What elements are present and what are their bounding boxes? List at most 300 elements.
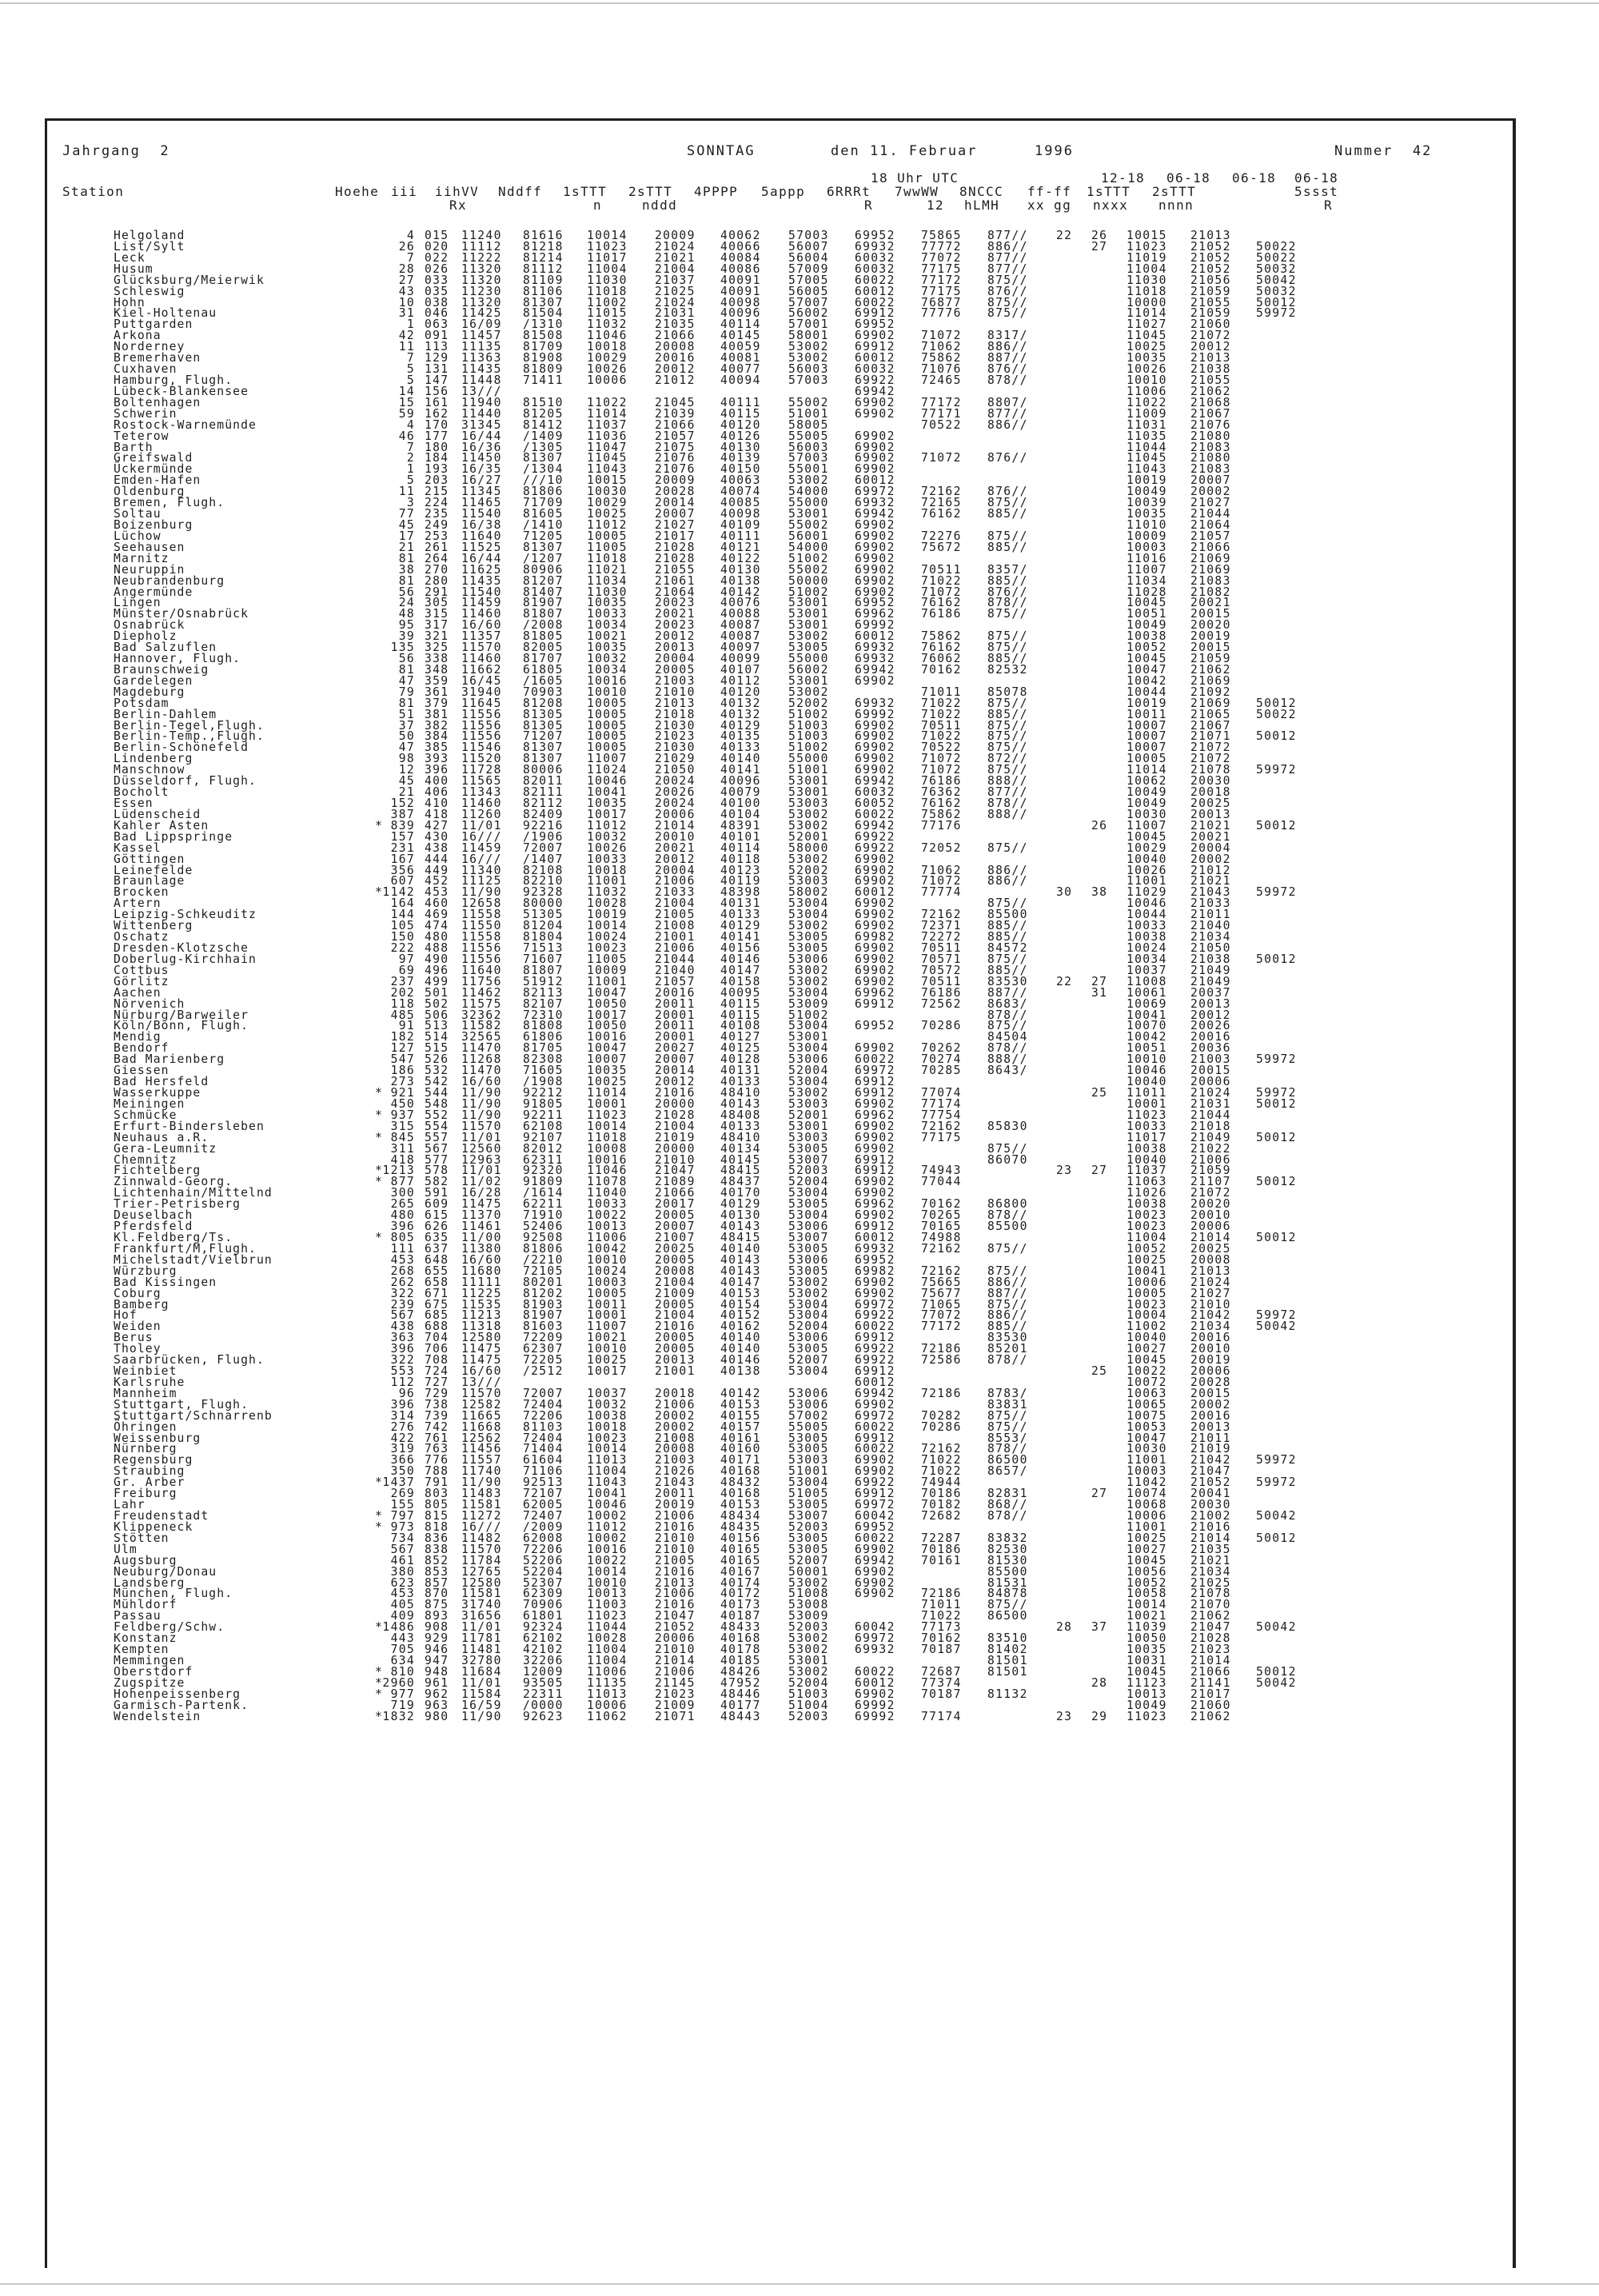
- 5appp: 53004: [788, 1364, 829, 1379]
- 4pppp: 40120: [720, 417, 761, 432]
- 5appp: 55000: [788, 496, 829, 510]
- hoehe: 46: [398, 429, 415, 443]
- iihvv: 11111: [461, 1275, 502, 1289]
- 2sttt: 21024: [655, 239, 696, 254]
- table-row: [47, 406, 1513, 421]
- 1sttt: 10030: [587, 485, 628, 499]
- col-period-1218: 12-18: [1101, 170, 1146, 186]
- iihvv: 11456: [461, 1442, 502, 1456]
- hoehe: 480: [390, 1208, 415, 1223]
- 1sttt-max: 11037: [1126, 1164, 1167, 1178]
- station-name: Helgoland: [114, 229, 185, 242]
- 2sttt-min: 21024: [1190, 1275, 1231, 1289]
- 1sttt: 11036: [587, 429, 628, 443]
- iii: 317: [425, 618, 449, 633]
- hoehe: 553: [390, 1364, 415, 1379]
- 1sttt: 10018: [587, 340, 628, 354]
- 2sttt-min: 21038: [1190, 952, 1231, 966]
- 2sttt-min: 21069: [1190, 673, 1231, 688]
- 1sttt: 10002: [587, 1509, 628, 1523]
- station-name: Manschnow: [114, 763, 185, 777]
- 4pppp: 40142: [720, 585, 761, 599]
- 4pppp: 40140: [720, 752, 761, 766]
- iii: 379: [425, 696, 449, 710]
- 5appp: 53005: [788, 1542, 829, 1556]
- 6rrrt: 69932: [855, 496, 895, 510]
- iihvv: 11940: [461, 395, 502, 409]
- iihvv: 11370: [461, 1208, 502, 1223]
- 1sttt-max: 11030: [1126, 273, 1167, 287]
- 5appp: 53004: [788, 1208, 829, 1223]
- 1sttt-max: 10029: [1126, 841, 1167, 855]
- 1sttt-max: 10049: [1126, 1698, 1167, 1712]
- hoehe: 50: [398, 729, 415, 744]
- hoehe: 485: [390, 1008, 415, 1022]
- hoehe: 1486: [382, 1620, 415, 1635]
- iihvv: 11318: [461, 1320, 502, 1334]
- station-name: Norderney: [114, 340, 185, 354]
- table-row: [47, 1700, 1513, 1711]
- 6rrrt: 60022: [855, 295, 895, 309]
- 6rrrt: 69902: [855, 1119, 895, 1133]
- 1sttt-max: 10030: [1126, 807, 1167, 821]
- 2sttt-min: 21069: [1190, 562, 1231, 577]
- 8nccc: 875//: [987, 295, 1028, 309]
- sub-n: n: [593, 198, 603, 213]
- 8nccc: 85500: [987, 908, 1028, 922]
- iihvv: 11575: [461, 996, 502, 1011]
- 2sttt-min: 21042: [1190, 1453, 1231, 1467]
- 2sttt-min: 20013: [1190, 807, 1231, 821]
- iii: 384: [425, 729, 449, 744]
- 1sttt: 10028: [587, 896, 628, 911]
- station-name: Osnabrück: [114, 618, 185, 633]
- 5appp: 56003: [788, 362, 829, 377]
- 2sttt-min: 20015: [1190, 641, 1231, 655]
- hoehe: 453: [390, 1252, 415, 1267]
- 7wwww: 77776: [921, 306, 962, 321]
- 4pppp: 48437: [720, 1175, 761, 1189]
- 5appp: 56007: [788, 239, 829, 254]
- 4pppp: 40133: [720, 741, 761, 755]
- iihvv: 11483: [461, 1487, 502, 1501]
- 2sttt: 20006: [655, 1631, 696, 1646]
- 1sttt-max: 11002: [1126, 1320, 1167, 1334]
- 5appp: 52004: [788, 1320, 829, 1334]
- hoehe: 567: [390, 1308, 415, 1323]
- iihvv: 11556: [461, 941, 502, 955]
- 5appp: 51003: [788, 1687, 829, 1701]
- 4pppp: 40153: [720, 1286, 761, 1300]
- 7wwww: 75672: [921, 540, 962, 554]
- station-mark: *: [375, 1164, 384, 1178]
- 2sttt: 21014: [655, 818, 696, 833]
- station-name: Dresden-Klotzsche: [114, 941, 249, 955]
- 7wwww: 71022: [921, 1609, 962, 1623]
- 8nccc: 886//: [987, 239, 1028, 254]
- 5ssst: 50012: [1256, 1130, 1297, 1144]
- 1sttt: 10014: [587, 1442, 628, 1456]
- 6rrrt: 69902: [855, 462, 895, 477]
- 5appp: 51004: [788, 1698, 829, 1712]
- 7wwww: 72371: [921, 919, 962, 933]
- 1sttt-max: 10044: [1126, 685, 1167, 699]
- iihvv: 11460: [461, 797, 502, 811]
- table-row: [47, 1344, 1513, 1355]
- hoehe: 273: [390, 1075, 415, 1089]
- 2sttt-min: 21003: [1190, 1052, 1231, 1067]
- 4pppp: 40150: [720, 462, 761, 477]
- 4pppp: 40165: [720, 1542, 761, 1556]
- hoehe: 96: [398, 1386, 415, 1400]
- 5appp: 56002: [788, 306, 829, 321]
- hoehe: 47: [398, 741, 415, 755]
- iii: 015: [425, 229, 449, 242]
- table-row: [47, 1096, 1513, 1111]
- station-name: Boizenburg: [114, 517, 193, 532]
- 5appp: 53004: [788, 1075, 829, 1089]
- nddff: 81805: [523, 629, 564, 644]
- iihvv: 11625: [461, 562, 502, 577]
- table-row: [47, 709, 1513, 721]
- 7wwww: 70511: [921, 941, 962, 955]
- iii: 215: [425, 485, 449, 499]
- 8nccc: 875//: [987, 496, 1028, 510]
- table-row: [47, 1711, 1513, 1723]
- 2sttt-min: 20002: [1190, 852, 1231, 866]
- 2sttt-min: 20018: [1190, 785, 1231, 800]
- station-name: Bremerhaven: [114, 351, 201, 365]
- 7wwww: 75862: [921, 629, 962, 644]
- 6rrrt: 69902: [855, 974, 895, 988]
- ff2: 29: [1091, 1709, 1108, 1723]
- 1sttt-max: 11063: [1126, 1175, 1167, 1189]
- 2sttt: 20012: [655, 362, 696, 377]
- 1sttt: 10025: [587, 1353, 628, 1368]
- 8nccc: 85500: [987, 1564, 1028, 1579]
- 5appp: 53004: [788, 1297, 829, 1312]
- 4pppp: 40074: [720, 485, 761, 499]
- 4pppp: 40095: [720, 985, 761, 1000]
- table-row: [47, 609, 1513, 620]
- 7wwww: 71022: [921, 1453, 962, 1467]
- 6rrrt: 60012: [855, 1375, 895, 1389]
- 1sttt-max: 10074: [1126, 1487, 1167, 1501]
- 5ssst: 50012: [1256, 952, 1297, 966]
- 2sttt-min: 21066: [1190, 540, 1231, 554]
- table-row: [47, 1633, 1513, 1644]
- hoehe: 418: [390, 1152, 415, 1167]
- iihvv: 16/60: [461, 1075, 502, 1089]
- hoehe: 453: [390, 1587, 415, 1601]
- iii: 708: [425, 1353, 449, 1368]
- station-name: Hohenpeissenberg: [114, 1687, 241, 1701]
- 2sttt: 20004: [655, 652, 696, 666]
- 1sttt-max: 10024: [1126, 941, 1167, 955]
- iii: 557: [425, 1130, 449, 1144]
- station-name: Bad Kissingen: [114, 1275, 217, 1289]
- 5appp: 53002: [788, 963, 829, 977]
- station-mark: *: [375, 1687, 384, 1701]
- iihvv: 11/90: [461, 1096, 502, 1111]
- nddff: 61805: [523, 662, 564, 677]
- 1sttt: 11037: [587, 417, 628, 432]
- 1sttt: 10009: [587, 963, 628, 977]
- 4pppp: 40062: [720, 229, 761, 242]
- 1sttt-max: 11023: [1126, 1108, 1167, 1122]
- 5appp: 55005: [788, 1420, 829, 1434]
- 7wwww: 72162: [921, 1264, 962, 1278]
- hoehe: 81: [398, 573, 415, 588]
- 5appp: 53002: [788, 1664, 829, 1679]
- sub-nxxx: nxxx: [1093, 198, 1129, 213]
- iii: 449: [425, 863, 449, 877]
- 4pppp: 40143: [720, 1096, 761, 1111]
- hoehe: 98: [398, 752, 415, 766]
- iii: 852: [425, 1553, 449, 1567]
- iii: 658: [425, 1275, 449, 1289]
- 4pppp: 40132: [720, 696, 761, 710]
- 6rrrt: 69902: [855, 1096, 895, 1111]
- col-5ssst: 5ssst: [1294, 184, 1339, 199]
- 4pppp: 40129: [720, 718, 761, 733]
- station-name: Regensburg: [114, 1453, 193, 1467]
- 1sttt: 10026: [587, 841, 628, 855]
- 1sttt: 11062: [587, 1709, 628, 1723]
- 4pppp: 40168: [720, 1631, 761, 1646]
- iihvv: 11570: [461, 1386, 502, 1400]
- 5appp: 53001: [788, 785, 829, 800]
- 6rrrt: 69902: [855, 573, 895, 588]
- station-name: Bocholt: [114, 785, 169, 800]
- iihvv: 11556: [461, 707, 502, 721]
- nddff: 81202: [523, 1286, 564, 1300]
- 4pppp: 40133: [720, 1075, 761, 1089]
- 4pppp: 40146: [720, 952, 761, 966]
- 1sttt-max: 10023: [1126, 1208, 1167, 1223]
- 8nccc: 85500: [987, 1220, 1028, 1234]
- nddff: /1207: [523, 551, 564, 565]
- 4pppp: 40145: [720, 1152, 761, 1167]
- 4pppp: 40152: [720, 1308, 761, 1323]
- iihvv: 11320: [461, 262, 502, 276]
- 1sttt: 10046: [587, 774, 628, 789]
- 2sttt-min: 20020: [1190, 1197, 1231, 1212]
- 6rrrt: 69912: [855, 1431, 895, 1445]
- 4pppp: 40098: [720, 507, 761, 521]
- 2sttt: 21047: [655, 1609, 696, 1623]
- table-row: [47, 531, 1513, 542]
- 2sttt-min: 21050: [1190, 941, 1231, 955]
- station-name: Klippeneck: [114, 1519, 193, 1534]
- station-mark: *: [375, 1475, 384, 1490]
- nddff: 51912: [523, 974, 564, 988]
- 5appp: 53002: [788, 1085, 829, 1100]
- nddff: /2210: [523, 1252, 564, 1267]
- 6rrrt: 69912: [855, 1364, 895, 1379]
- iihvv: 11640: [461, 529, 502, 543]
- hoehe: 845: [390, 1130, 415, 1144]
- 1sttt: 10014: [587, 1564, 628, 1579]
- 7wwww: 70161: [921, 1553, 962, 1567]
- 8nccc: 876//: [987, 485, 1028, 499]
- 1sttt-max: 11018: [1126, 284, 1167, 298]
- 5appp: 57003: [788, 373, 829, 387]
- 4pppp: 40091: [720, 284, 761, 298]
- iii: 962: [425, 1687, 449, 1701]
- 2sttt: 20006: [655, 807, 696, 821]
- iihvv: 11363: [461, 351, 502, 365]
- iii: 131: [425, 362, 449, 377]
- iii: 033: [425, 273, 449, 287]
- 6rrrt: 69922: [855, 373, 895, 387]
- 7wwww: 71022: [921, 729, 962, 744]
- 1sttt: 11032: [587, 885, 628, 900]
- 2sttt-min: 21033: [1190, 896, 1231, 911]
- 1sttt-max: 10025: [1126, 1252, 1167, 1267]
- station-mark: *: [375, 1085, 384, 1100]
- iihvv: 11272: [461, 1509, 502, 1523]
- 2sttt: 21089: [655, 1175, 696, 1189]
- 1sttt-max: 10046: [1126, 896, 1167, 911]
- 1sttt-max: 11008: [1126, 974, 1167, 988]
- hoehe: 48: [398, 607, 415, 621]
- 1sttt: 10013: [587, 1587, 628, 1601]
- 4pppp: 40161: [720, 1431, 761, 1445]
- 4pppp: 40153: [720, 1498, 761, 1512]
- iii: 253: [425, 529, 449, 543]
- 7wwww: 70286: [921, 1019, 962, 1033]
- station-name: Wendelstein: [114, 1709, 201, 1723]
- table-row: [47, 1032, 1513, 1043]
- 2sttt-min: 21021: [1190, 1553, 1231, 1567]
- iii: 729: [425, 1386, 449, 1400]
- 6rrrt: 69942: [855, 1553, 895, 1567]
- 2sttt: 21071: [655, 1709, 696, 1723]
- iii: 170: [425, 417, 449, 432]
- table-row: [47, 1141, 1513, 1156]
- 5appp: 53004: [788, 896, 829, 911]
- 5appp: 55000: [788, 752, 829, 766]
- 4pppp: 40140: [720, 1342, 761, 1356]
- 2sttt-min: 20002: [1190, 1397, 1231, 1412]
- iii: 280: [425, 573, 449, 588]
- station-name: Karlsruhe: [114, 1375, 185, 1389]
- 5ssst: 59972: [1256, 1052, 1297, 1067]
- iihvv: 11546: [461, 741, 502, 755]
- ff1: 23: [1056, 1164, 1073, 1178]
- iihvv: 11540: [461, 585, 502, 599]
- nddff: 71404: [523, 1442, 564, 1456]
- 1sttt: 10041: [587, 785, 628, 800]
- 4pppp: 40097: [720, 641, 761, 655]
- hoehe: 409: [390, 1609, 415, 1623]
- hoehe: 24: [398, 596, 415, 610]
- hoehe: 2: [406, 451, 415, 465]
- 2sttt-min: 20015: [1190, 1064, 1231, 1078]
- table-row: [47, 1555, 1513, 1567]
- 2sttt: 21010: [655, 685, 696, 699]
- 2sttt-min: 21014: [1190, 1230, 1231, 1244]
- nddff: 72007: [523, 1386, 564, 1400]
- nddff: 91809: [523, 1175, 564, 1189]
- station-name: Marnitz: [114, 551, 169, 565]
- hoehe: 4: [406, 229, 415, 242]
- 7wwww: 71062: [921, 340, 962, 354]
- 2sttt: 21008: [655, 1431, 696, 1445]
- 5ssst: 50012: [1256, 1531, 1297, 1545]
- 1sttt-max: 10003: [1126, 1464, 1167, 1479]
- nddff: ///10: [523, 473, 564, 488]
- 6rrrt: 69902: [855, 874, 895, 888]
- station-name: Soltau: [114, 507, 161, 521]
- station-name: Potsdam: [114, 696, 169, 710]
- 6rrrt: 60022: [855, 1320, 895, 1334]
- 2sttt: 20021: [655, 607, 696, 621]
- table-row: [47, 553, 1513, 565]
- table-row: [47, 965, 1513, 976]
- iii: 091: [425, 329, 449, 343]
- station-name: Kiel-Holtenau: [114, 306, 217, 321]
- station-name: Boltenhagen: [114, 395, 201, 409]
- nddff: 62307: [523, 1342, 564, 1356]
- 5appp: 53004: [788, 908, 829, 922]
- iihvv: 11781: [461, 1631, 502, 1646]
- 1sttt-max: 11001: [1126, 874, 1167, 888]
- 2sttt-min: 21070: [1190, 1598, 1231, 1612]
- 6rrrt: 69902: [855, 729, 895, 744]
- 1sttt: 11030: [587, 585, 628, 599]
- 2sttt: 21033: [655, 885, 696, 900]
- iihvv: 11550: [461, 919, 502, 933]
- nddff: 71607: [523, 952, 564, 966]
- 7wwww: 72272: [921, 930, 962, 944]
- 2sttt-min: 21083: [1190, 462, 1231, 477]
- iihvv: 16/59: [461, 1698, 502, 1712]
- 2sttt: 21004: [655, 1275, 696, 1289]
- 1sttt-max: 10010: [1126, 1052, 1167, 1067]
- hoehe: 450: [390, 1096, 415, 1111]
- table-row: [47, 542, 1513, 553]
- 8nccc: 875//: [987, 1297, 1028, 1312]
- iihvv: 11684: [461, 1664, 502, 1679]
- nddff: 81510: [523, 395, 564, 409]
- 7wwww: 76062: [921, 652, 962, 666]
- 5appp: 53007: [788, 1230, 829, 1244]
- station-name: Kl.Feldberg/Ts.: [114, 1230, 233, 1244]
- 8nccc: 887//: [987, 1286, 1028, 1300]
- 5appp: 51002: [788, 1008, 829, 1022]
- station-name: Ückermünde: [114, 462, 193, 477]
- station-name: Feldberg/Schw.: [114, 1620, 225, 1635]
- nddff: 81103: [523, 1420, 564, 1434]
- 4pppp: 40173: [720, 1598, 761, 1612]
- iii: 193: [425, 462, 449, 477]
- nddff: 81806: [523, 1241, 564, 1256]
- iihvv: 12560: [461, 1141, 502, 1156]
- 2sttt-min: 20006: [1190, 1220, 1231, 1234]
- 1sttt-max: 11035: [1126, 429, 1167, 443]
- iii: 469: [425, 908, 449, 922]
- 2sttt: 21023: [655, 1687, 696, 1701]
- 2sttt-min: 20008: [1190, 1252, 1231, 1267]
- 8nccc: 86800: [987, 1197, 1028, 1212]
- table-row: [47, 562, 1513, 577]
- table-row: [47, 1266, 1513, 1277]
- nddff: 71513: [523, 941, 564, 955]
- 5ssst: 59972: [1256, 1453, 1297, 1467]
- station-name: Leipzig-Schkeuditz: [114, 908, 257, 922]
